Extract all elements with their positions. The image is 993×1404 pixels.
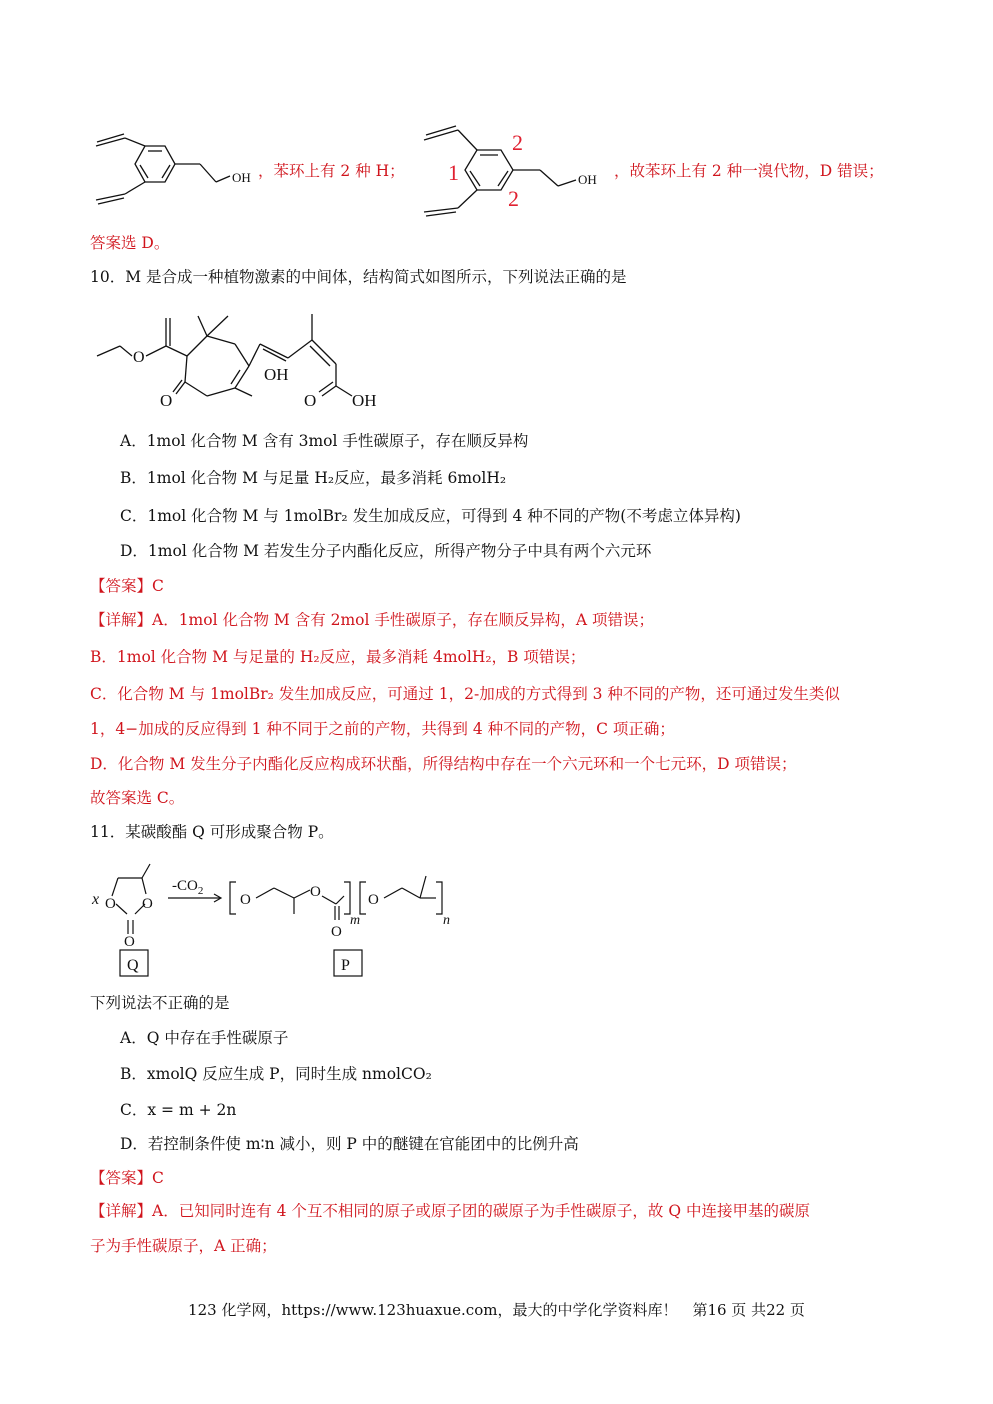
scheme-x: x <box>92 891 100 908</box>
q11-stem: 11．某碳酸酯 Q 可形成聚合物 P。 <box>90 823 334 841</box>
scheme-p-o3: O <box>368 892 379 908</box>
q11-option-a: A．Q 中存在手性碳原子 <box>120 1029 289 1047</box>
struct-acid-o: O <box>304 391 317 410</box>
num-label-bottom: 2 <box>508 186 519 211</box>
conclusion-d: 答案选 D。 <box>90 234 170 252</box>
scheme-p-o1: O <box>240 892 251 908</box>
q10-detail-c1: C．化合物 M 与 1molBr₂ 发生加成反应，可通过 1，2-加成的方式得到 3 种不同的产物，还可通过发生类似 <box>90 685 840 703</box>
q10-detail-c2: 1，4−加成的反应得到 1 种不同于之前的产物，共得到 4 种不同的产物，C 项正确； <box>90 720 675 738</box>
q10-answer: 【答案】C <box>90 577 164 595</box>
q10-conclusion: 故答案选 C。 <box>90 789 185 807</box>
num-label-top: 2 <box>512 130 523 155</box>
q11-option-b: B．xmolQ 反应生成 P，同时生成 nmolCO₂ <box>120 1065 432 1083</box>
q10-option-a: A．1mol 化合物 M 含有 3mol 手性碳原子，存在顺反异构 <box>120 432 529 450</box>
scheme-m: m <box>350 913 361 928</box>
caption-2: ，故苯环上有 2 种一溴代物，D 错误； <box>614 162 884 180</box>
scheme-q-box-label: Q <box>127 957 139 974</box>
caption-1: ，苯环上有 2 种 H； <box>258 162 405 180</box>
q10-detail-b: B．1mol 化合物 M 与足量的 H₂反应，最多消耗 4molH₂，B 项错误； <box>90 648 586 666</box>
q11-detail-a2: 子为手性碳原子，A 正确； <box>90 1237 277 1255</box>
structure-right <box>418 120 618 220</box>
q10-option-c: C．1mol 化合物 M 与 1molBr₂ 发生加成反应，可得到 4 种不同的产物(不考虑立体异构) <box>120 507 741 525</box>
page-footer: 123 化学网，https://www.123huaxue.com，最大的中学化学资料库！ 第16 页 共22 页 <box>188 1301 805 1319</box>
scheme-q-ring-o1: O <box>105 896 116 912</box>
struct-ester-o: O <box>133 349 145 366</box>
num-label-left: 1 <box>448 160 459 185</box>
q10-detail-d: D．化合物 M 发生分子内酯化反应构成环状酯，所得结构中存在一个六元环和一个七元环，D 项错误； <box>90 755 797 773</box>
q10-detail-a: 【详解】A．1mol 化合物 M 含有 2mol 手性碳原子，存在顺反异构，A 项错误； <box>90 611 655 629</box>
q11-option-c: C．x = m + 2n <box>120 1101 237 1119</box>
struct-oh: OH <box>264 365 289 384</box>
q11-answer: 【答案】C <box>90 1169 164 1187</box>
scheme-minus-co2: $-CO_2$ <box>172 878 204 897</box>
structure-left <box>88 124 268 214</box>
reaction-scheme <box>90 858 460 982</box>
q10-option-b: B．1mol 化合物 M 与足量 H₂反应，最多消耗 6molH₂ <box>120 469 507 487</box>
oh-label-1: OH <box>232 170 251 185</box>
q10-option-d: D．1mol 化合物 M 若发生分子内酯化反应，所得产物分子中具有两个六元环 <box>120 542 652 560</box>
q11-detail-a1: 【详解】A．已知同时连有 4 个互不相同的原子或原子团的碳原子为手性碳原子，故 Q 中连接甲基的碳原 <box>90 1202 810 1220</box>
struct-acid-oh: OH <box>352 391 377 410</box>
scheme-q-carbonyl-o: O <box>124 934 135 950</box>
scheme-q-ring-o2: O <box>142 896 153 912</box>
scheme-p-carbonyl-o: O <box>331 924 342 940</box>
scheme-p-box-label: P <box>341 957 350 974</box>
struct-ketone-o: O <box>160 391 173 410</box>
q10-stem: 10．M 是合成一种植物激素的中间体，结构简式如图所示，下列说法正确的是 <box>90 268 627 286</box>
scheme-n: n <box>443 913 450 928</box>
oh-label-2: OH <box>578 172 597 187</box>
q11-lead: 下列说法不正确的是 <box>90 994 230 1012</box>
q11-option-d: D．若控制条件使 m∶n 减小，则 P 中的醚键在官能团中的比例升高 <box>120 1135 579 1153</box>
structure-m <box>90 300 410 415</box>
scheme-p-o2: O <box>310 884 321 900</box>
